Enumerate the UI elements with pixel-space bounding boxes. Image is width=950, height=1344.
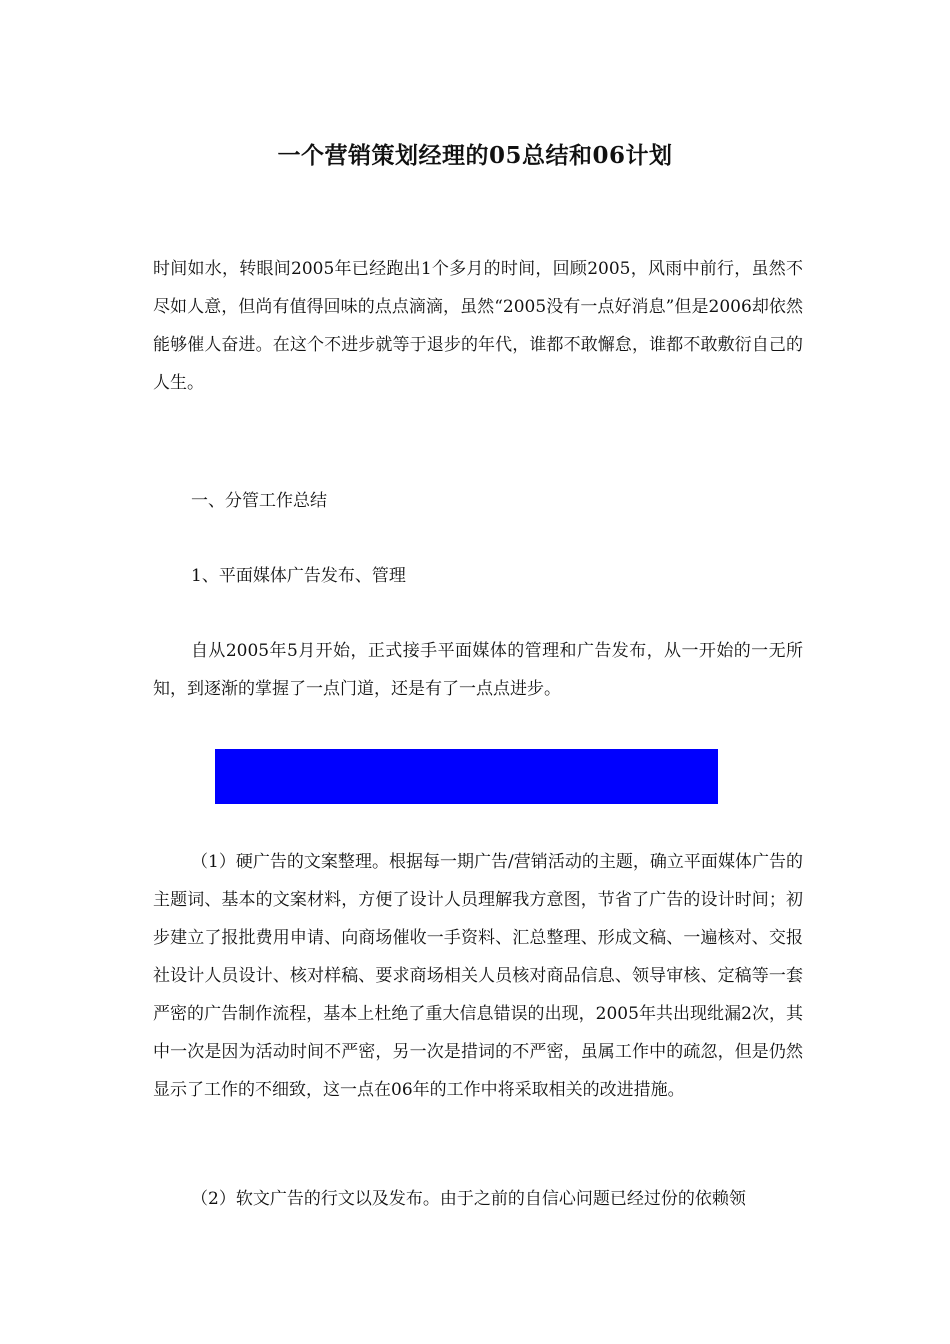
section-heading: 一、分管工作总结 (191, 491, 327, 511)
subsection-intro-paragraph: 自从2005年5月开始，正式接手平面媒体的管理和广告发布，从一开始的一无所知，到逐渐的掌握了一点门道，还是有了一点点进步。 (153, 641, 803, 699)
intro-paragraph: 时间如水，转眼间2005年已经跑出1个多月的时间，回顾2005，风雨中前行，虽然不尽如人意，但尚有值得回味的点点滴滴，虽然“2005没有一点好消息”但是2006却依然能够催人奋进。在这个不进步就等于退步的年代，谁都不敢懈怠，谁都不敢敷衍自己的人生。 (153, 259, 803, 393)
item-1-paragraph: （1）硬广告的文案整理。根据每一期广告/营销活动的主题，确立平面媒体广告的主题词、基本的文案材料，方便了设计人员理解我方意图，节省了广告的设计时间；初步建立了报批费用申请、向商场催收一手资料、汇总整理、形成文稿、一遍核对、交报社设计人员设计、核对样稿、要求商场相关人员核对商品信息、领导审核、定稿等一套严密的广告制作流程，基本上杜绝了重大信息错误的出现，2005年共出现纰漏2次，其中一次是因为活动时间不严密，另一次是措词的不严密，虽属工作中的疏忽，但是仍然显示了工作的不细致，这一点在06年的工作中将采取相关的改进措施。 (153, 852, 803, 1100)
blue-image-block (215, 749, 718, 804)
subsection-heading: 1、平面媒体广告发布、管理 (191, 566, 406, 586)
document-title: 一个营销策划经理的05总结和06计划 (277, 142, 673, 169)
item-2-paragraph: （2）软文广告的行文以及发布。由于之前的自信心问题已经过份的依赖领 (191, 1189, 746, 1209)
